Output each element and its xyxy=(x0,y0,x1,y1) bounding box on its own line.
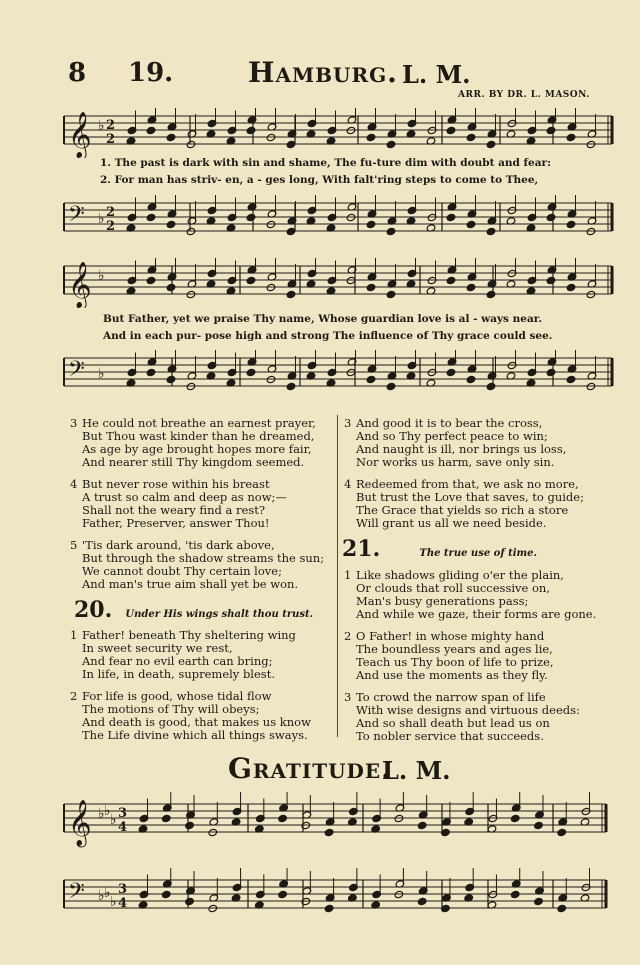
stanza-number: 4 xyxy=(70,477,78,491)
stanza-line xyxy=(70,668,311,681)
stanza xyxy=(70,417,324,469)
note-head xyxy=(146,126,156,134)
tune-title-gratitude: Gratitude. xyxy=(228,752,392,785)
note-head xyxy=(166,375,176,383)
note-head xyxy=(366,133,376,141)
note-head xyxy=(486,140,496,148)
stanza xyxy=(70,690,311,742)
treble-clef: 𝄞 xyxy=(68,112,92,158)
note-head xyxy=(557,828,567,836)
stanza xyxy=(70,478,324,530)
stanza-text: In life, in death, supremely blest. xyxy=(82,667,275,681)
stanza-number: 5 xyxy=(70,538,78,552)
stanza-line xyxy=(70,578,324,591)
hymn-21-subtitle: The true use of time. xyxy=(419,548,537,559)
column-divider xyxy=(337,415,338,737)
note-head xyxy=(166,133,176,141)
stanza-text: And nearer still Thy kingdom seemed. xyxy=(82,455,305,469)
note-head xyxy=(161,814,171,822)
note-head xyxy=(286,290,296,298)
stanza-line xyxy=(70,729,311,742)
gratitude-bass-staff xyxy=(0,868,640,928)
stanza xyxy=(70,539,324,591)
note-head xyxy=(246,213,256,221)
note-head xyxy=(386,382,396,390)
time-sig-bottom: 4 xyxy=(118,896,128,911)
note-head xyxy=(466,283,476,291)
note-head xyxy=(566,375,576,383)
stanza-text: The boundless years and ages lie, xyxy=(356,642,553,656)
time-sig-bottom: 2 xyxy=(106,132,116,147)
system2-bass-staff xyxy=(0,350,640,400)
hymn-20-number: 20. xyxy=(74,597,113,623)
note-head xyxy=(366,283,376,291)
note-head xyxy=(324,828,334,836)
stanza xyxy=(344,417,584,469)
stanza-text: The Grace that yields so rich a store xyxy=(356,503,569,517)
note-head xyxy=(466,375,476,383)
system2-verse1-lyric: But Father, yet we praise Thy name, Whose guardian love is al - ways near. xyxy=(103,313,542,325)
stanza-text: But through the shadow streams the sun; xyxy=(82,551,325,565)
note-head xyxy=(510,890,520,898)
note-head xyxy=(446,368,456,376)
page-number: 8 xyxy=(68,58,87,88)
stanza-text: Redeemed from that, we ask no more, xyxy=(356,477,579,491)
bass-clef: 𝄢 xyxy=(68,879,85,909)
note-head xyxy=(466,220,476,228)
stanza-text: Man's busy generations pass; xyxy=(356,594,529,608)
time-sig-bottom: 4 xyxy=(118,820,128,835)
hymn-19-number: 19. xyxy=(128,58,174,88)
note-head xyxy=(546,368,556,376)
note-head xyxy=(286,140,296,148)
note-head xyxy=(324,904,334,912)
note-head xyxy=(386,290,396,298)
note-head xyxy=(510,814,520,822)
hymn21-stanzas xyxy=(344,569,596,743)
stanza-text: And so shall death but lead us on xyxy=(356,716,550,730)
stanza-text: To nobler service that succeeds. xyxy=(356,729,544,743)
stanza-number: 3 xyxy=(70,416,78,430)
stanza-text: Shall not the weary find a rest? xyxy=(82,503,266,517)
stanza-text: 'Tis dark around, 'tis dark above, xyxy=(82,538,275,552)
stanza-text: The motions of Thy will obeys; xyxy=(82,702,260,716)
system1-bass-staff xyxy=(0,195,640,245)
note-head xyxy=(546,276,556,284)
note-head xyxy=(166,283,176,291)
tune-title-hamburg: Hamburg. xyxy=(248,56,398,89)
stanza-text: Teach us Thy boon of life to prize, xyxy=(356,655,554,669)
note-head xyxy=(146,368,156,376)
note-head xyxy=(486,290,496,298)
meter-gratitude: L. M. xyxy=(382,756,451,785)
note-head xyxy=(146,276,156,284)
stanza-text: And use the moments as they fly. xyxy=(356,668,548,682)
note-head xyxy=(566,220,576,228)
stanza-number: 2 xyxy=(344,629,352,643)
note-head xyxy=(446,276,456,284)
stanza-line xyxy=(344,517,584,530)
stanza-number: 1 xyxy=(344,568,352,582)
stanza-text: Or clouds that roll successive on, xyxy=(356,581,550,595)
note-head xyxy=(566,283,576,291)
flat-sign: ♭ xyxy=(104,803,111,819)
system1-treble-staff xyxy=(0,108,640,158)
note-head xyxy=(557,904,567,912)
time-sig-bottom: 2 xyxy=(106,219,116,234)
time-sig-top: 3 xyxy=(118,882,128,897)
note-head xyxy=(286,227,296,235)
note-head xyxy=(446,126,456,134)
stanza-line xyxy=(70,517,324,530)
stanza-text: And man's true aim shall yet be won. xyxy=(82,577,299,591)
stanza-text: And naught is ill, nor brings us loss, xyxy=(356,442,567,456)
stanza xyxy=(344,569,596,621)
note-head xyxy=(534,821,544,829)
treble-clef: 𝄞 xyxy=(68,262,92,308)
time-sig-top: 2 xyxy=(106,205,116,220)
note-head xyxy=(278,890,288,898)
hymn20-stanzas xyxy=(70,629,311,742)
system2-verse2-lyric: And in each pur- pose high and strong The influence of Thy grace could see. xyxy=(103,330,553,342)
stanza-text: O Father! in whose mighty hand xyxy=(356,629,545,643)
stanza-line xyxy=(344,669,596,682)
hymn-21-header xyxy=(342,536,537,562)
stanza-text: In sweet security we rest, xyxy=(82,641,233,655)
stanza-number: 4 xyxy=(344,477,352,491)
note-head xyxy=(386,227,396,235)
flat-sign: ♭ xyxy=(98,366,105,382)
arranger-credit: ARR. BY DR. L. MASON. xyxy=(458,90,590,100)
flat-sign: ♭ xyxy=(98,268,105,284)
bass-clef: 𝄢 xyxy=(68,357,85,387)
stanza-text: And fear no evil earth can bring; xyxy=(82,654,273,668)
stanza xyxy=(70,629,311,681)
gratitude-treble-staff xyxy=(0,792,640,852)
hymn-20-header xyxy=(74,597,313,623)
stanza-text: With wise designs and virtuous deeds: xyxy=(356,703,580,717)
stanza-text: Father! beneath Thy sheltering wing xyxy=(82,628,296,642)
note-head xyxy=(185,897,195,905)
stanza xyxy=(344,691,596,743)
note-head xyxy=(161,890,171,898)
time-sig-top: 2 xyxy=(106,118,116,133)
stanza-line xyxy=(70,456,324,469)
note-head xyxy=(566,133,576,141)
stanza xyxy=(344,478,584,530)
note-head xyxy=(246,368,256,376)
stanza-text: Nor works us harm, save only sin. xyxy=(356,455,555,469)
treble-clef: 𝄞 xyxy=(68,800,92,846)
bass-clef: 𝄢 xyxy=(68,202,85,232)
stanza-line xyxy=(344,456,584,469)
stanza-text: Father, Preserver, answer Thou! xyxy=(82,516,270,530)
stanza-text: To crowd the narrow span of life xyxy=(356,690,546,704)
hymn19-left-stanzas xyxy=(70,417,324,591)
stanza-text: But Thou wast kinder than he dreamed, xyxy=(82,429,315,443)
flat-sign: ♭ xyxy=(98,888,105,904)
stanza-number: 1 xyxy=(70,628,78,642)
flat-sign: ♭ xyxy=(98,118,105,134)
hymn-20-subtitle: Under His wings shalt thou trust. xyxy=(125,609,314,620)
system2-treble-staff xyxy=(0,258,640,308)
note-head xyxy=(546,213,556,221)
stanza-number: 2 xyxy=(70,689,78,703)
note-head xyxy=(366,220,376,228)
stanza-text: Will grant us all we need beside. xyxy=(356,516,547,530)
note-head xyxy=(366,375,376,383)
stanza-text: And while we gaze, their forms are gone. xyxy=(356,607,597,621)
note-head xyxy=(546,126,556,134)
stanza-text: The Life divine which all things sways. xyxy=(82,728,308,742)
stanza-line xyxy=(344,608,596,621)
stanza-number: 3 xyxy=(344,416,352,430)
flat-sign: ♭ xyxy=(104,885,111,901)
stanza-text: And good it is to bear the cross, xyxy=(356,416,543,430)
stanza-text: We cannot doubt Thy certain love; xyxy=(82,564,282,578)
note-head xyxy=(185,821,195,829)
note-head xyxy=(417,821,427,829)
stanza-text: Like shadows gliding o'er the plain, xyxy=(356,568,564,582)
stanza-text: For life is good, whose tidal flow xyxy=(82,689,272,703)
note-head xyxy=(486,227,496,235)
stanza-text: But never rose within his breast xyxy=(82,477,270,491)
meter-hamburg: L. M. xyxy=(402,60,471,89)
stanza-text: And so Thy perfect peace to win; xyxy=(356,429,548,443)
hymn-21-number: 21. xyxy=(342,536,381,562)
stanza-text: As age by age brought hopes more fair, xyxy=(82,442,312,456)
flat-sign: ♭ xyxy=(110,812,117,828)
note-head xyxy=(386,140,396,148)
system1-verse1-lyric: 1. The past is dark with sin and shame, The fu-ture dim with doubt and fear: xyxy=(100,157,551,169)
note-head xyxy=(486,382,496,390)
stanza-text: But trust the Love that saves, to guide; xyxy=(356,490,584,504)
flat-sign: ♭ xyxy=(98,211,105,227)
stanza-line xyxy=(344,730,596,743)
note-head xyxy=(446,213,456,221)
stanza-text: And death is good, that makes us know xyxy=(82,715,311,729)
note-head xyxy=(534,897,544,905)
time-sig-top: 3 xyxy=(118,806,128,821)
system1-verse2-lyric: 2. For man has striv- en, a - ges long, With falt'ring steps to come to Thee, xyxy=(100,174,539,186)
note-head xyxy=(286,382,296,390)
note-head xyxy=(166,220,176,228)
stanza-text: He could not breathe an earnest prayer, xyxy=(82,416,316,430)
note-head xyxy=(246,126,256,134)
stanza-text: A trust so calm and deep as now;— xyxy=(82,490,287,504)
stanza-number: 3 xyxy=(344,690,352,704)
note-head xyxy=(146,213,156,221)
flat-sign: ♭ xyxy=(110,894,117,910)
stanza xyxy=(344,630,596,682)
note-head xyxy=(246,276,256,284)
hymn19-right-stanzas xyxy=(344,417,584,530)
note-head xyxy=(466,133,476,141)
flat-sign: ♭ xyxy=(98,806,105,822)
note-head xyxy=(278,814,288,822)
note-head xyxy=(417,897,427,905)
